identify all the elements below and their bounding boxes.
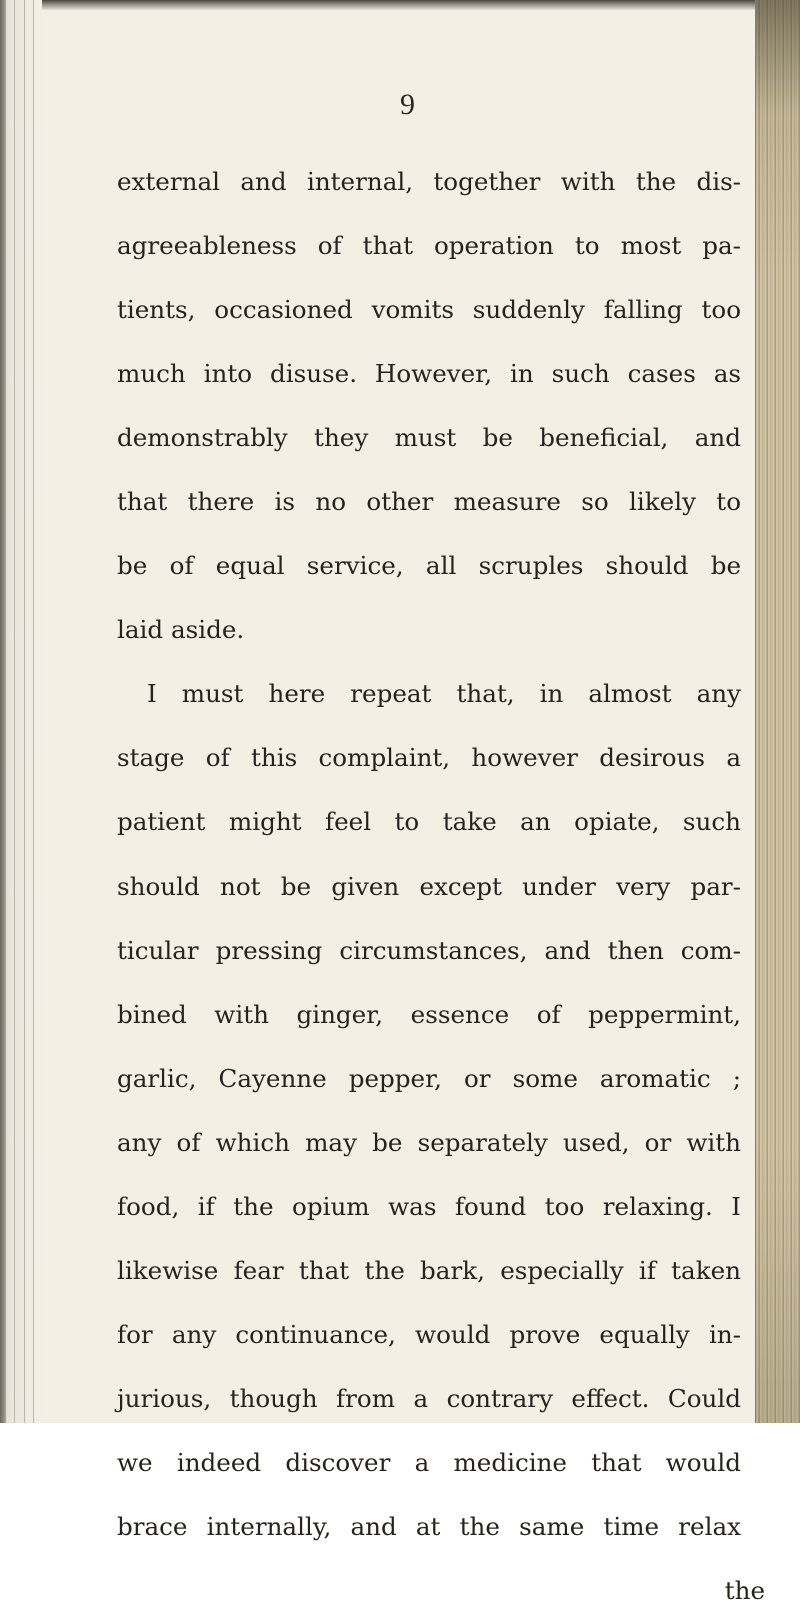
page-stack-edge [755, 0, 800, 1423]
text-line: garlic, Cayenne pepper, or some aromatic ; [117, 1063, 741, 1093]
page-number: 9 [400, 88, 415, 121]
text-line: much into disuse. However, in such cases as [117, 359, 741, 389]
text-line: jurious, though from a contrary effect. Could [117, 1383, 741, 1413]
text-line: any of which may be separately used, or with [117, 1127, 741, 1157]
text-line: bined with ginger, essence of peppermint, [117, 999, 741, 1029]
text-line: demonstrably they must be beneficial, and [117, 423, 741, 453]
gutter-line [24, 0, 25, 1423]
text-line: brace internally, and at the same time relax [117, 1511, 741, 1541]
text-line: laid aside. [117, 615, 245, 645]
text-line: for any continuance, would prove equally in- [117, 1319, 741, 1349]
text-line: likewise fear that the bark, especially if taken [117, 1255, 741, 1285]
text-line: I must here repeat that, in almost any [147, 679, 741, 709]
text-line: that there is no other measure so likely to [117, 487, 741, 517]
gutter-line [14, 0, 15, 1423]
text-line: patient might feel to take an opiate, such [117, 807, 741, 837]
text-line: stage of this complaint, however desirous a [117, 743, 741, 773]
top-scan-edge [0, 0, 800, 10]
text-line: be of equal service, all scruples should be [117, 551, 741, 581]
catchword: the [724, 1576, 765, 1606]
text-line: food, if the opium was found too relaxing. I [117, 1191, 741, 1221]
text-line: we indeed discover a medicine that would [117, 1447, 741, 1477]
book-gutter [0, 0, 42, 1423]
text-line: tients, occasioned vomits suddenly falling too [117, 295, 741, 325]
text-line: should not be given except under very par- [117, 871, 741, 901]
text-line: agreeableness of that operation to most pa- [117, 231, 741, 261]
text-line: external and internal, together with the dis- [117, 167, 741, 196]
page-body [117, 150, 765, 1623]
text-line: ticular pressing circumstances, and then com- [117, 935, 741, 965]
gutter-line [33, 0, 34, 1423]
